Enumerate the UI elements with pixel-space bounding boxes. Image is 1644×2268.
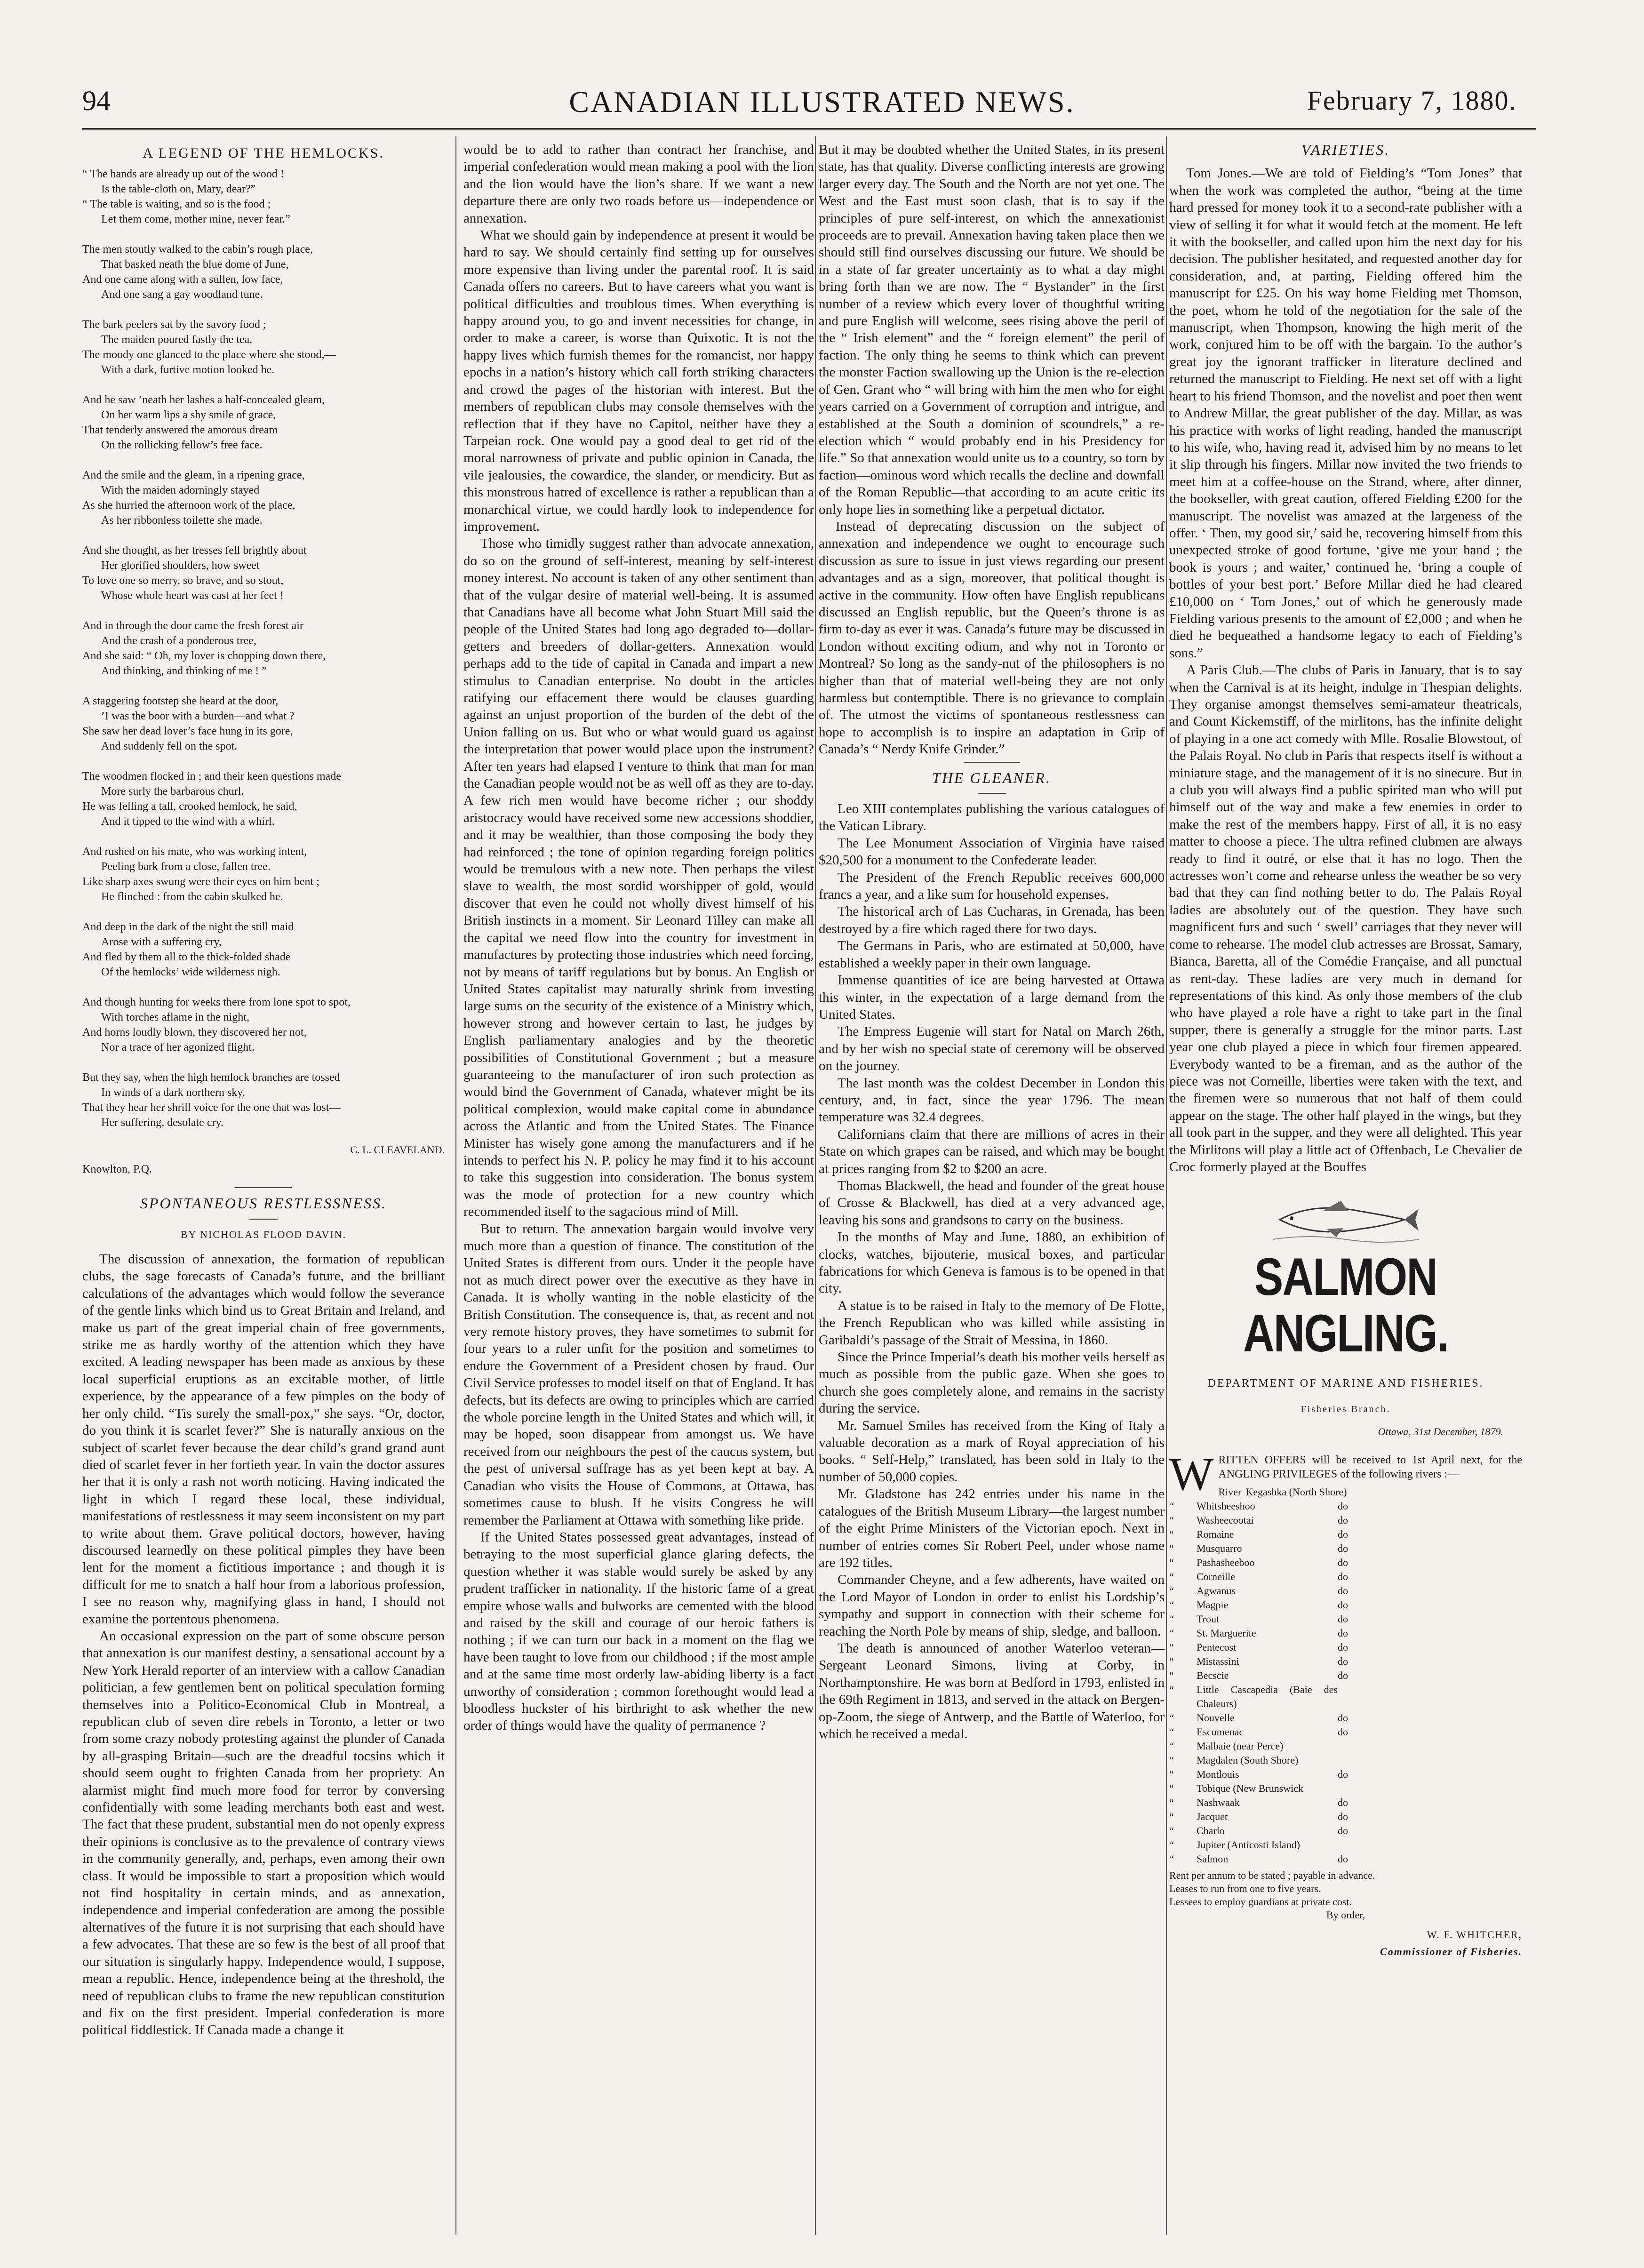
poem-line: To love one so merry, so brave, and so stout, bbox=[82, 575, 284, 587]
poem-line: The maiden poured fastly the tea. bbox=[101, 334, 253, 346]
river-name: Nashwaak bbox=[1197, 1796, 1240, 1808]
gleaner-item: The President of the French Republic receives 600,000 francs a year, and a like sum for household expenses. bbox=[819, 870, 1165, 902]
river-name: St. Marguerite bbox=[1197, 1627, 1256, 1639]
river-prefix: “ bbox=[1169, 1740, 1174, 1752]
varieties-paragraph: A Paris Club.—The clubs of Paris in January, that is to say when the Carnival is at its height, indulge in Thespian delights. They organise amongst themselves semi-amateur theatricals, and Count Kickemstiff, of the mirlitons, has the infinite delight of playing in a one act comedy with Mlle. Rosalie Blowstout, of the Palais Royal. No club in Paris that respects itself is without a miniature stage, and the management of it is no sinecure. But in a club you will always find a public spirited man who will put himself out of the way and make a few enemies in order to make the rest of the members happy. First of all, it is no easy matter to choose a piece. The ultra refined clubmen are always ready to find it outré, or else that it has no logo. Then the actresses won’t come and rehearse unless the weather be so very bad that they can find nothing better to do. The Palais Royal ladies are absolutely out of the question. They have such magnificent furs and such ‘ swell’ carriages that they never will come to rehearse. The model club actresses are Brossat, Samary, Bianca, Baretta, all of the Comédie Française, and all punctual as rent-day. These ladies are very much in demand for representations of this kind. As only those members of the club who have played a role have a right to take part in the final supper, there is generally a struggle for the minor parts. Last year one club played a piece in which four firemen appeared. Everybody wanted to be a fireman, and as the author of the piece was not Corneille, liberties were taken with the text, and the firemen were so numerous that not half of them could appear on the stage. The other half played in the wings, but they all took part in the supper, and they were all delighted. This year the Mirlitons will play a little act of Offenbach, Le Chevalier de Croc formerly played at the Bouffes bbox=[1169, 663, 1522, 1174]
river-row bbox=[1169, 1810, 1522, 1824]
poem-line: The woodmen flocked in ; and their keen questions made bbox=[82, 770, 341, 783]
poem-line: And it tipped to the wind with a whirl. bbox=[101, 815, 275, 828]
poem-line: And thinking, and thinking of me ! ” bbox=[101, 665, 267, 678]
poem-stanza bbox=[82, 468, 445, 528]
river-prefix: “ bbox=[1169, 1853, 1174, 1865]
river-prefix: “ bbox=[1169, 1754, 1174, 1766]
poem-line: The men stoutly walked to the cabin’s rough place, bbox=[82, 243, 313, 256]
river-row bbox=[1169, 1541, 1522, 1556]
ad-signatory: W. F. WHITCHER, bbox=[1427, 1928, 1522, 1941]
river-name: Kegashka (North Shore) bbox=[1245, 1485, 1347, 1498]
poem-line: As her ribbonless toilette she made. bbox=[101, 514, 263, 527]
poem-line: That they hear her shrill voice for the one that was lost— bbox=[82, 1102, 341, 1114]
river-prefix: “ bbox=[1169, 1598, 1174, 1611]
river-row bbox=[1169, 1683, 1522, 1711]
river-list bbox=[1169, 1485, 1522, 1866]
river-prefix: “ bbox=[1169, 1655, 1174, 1667]
poem-stanza bbox=[82, 995, 445, 1055]
river-row bbox=[1169, 1584, 1522, 1598]
poem-body bbox=[82, 167, 445, 1130]
ad-dateline: Ottawa, 31st December, 1879. bbox=[1378, 1426, 1503, 1438]
river-name: Salmon bbox=[1197, 1853, 1229, 1865]
poem-stanza bbox=[82, 167, 445, 227]
poem-line: Like sharp axes swung were their eyes on him bent ; bbox=[82, 876, 319, 888]
river-row bbox=[1169, 1824, 1522, 1838]
gleaner-title: THE GLEANER. bbox=[932, 769, 1051, 786]
river-name: Romaine bbox=[1197, 1528, 1234, 1540]
river-prefix: “ bbox=[1169, 1796, 1174, 1808]
column-3 bbox=[819, 141, 1165, 1742]
poem-author: C. L. CLEAVELAND. bbox=[350, 1144, 445, 1156]
essay-paragraph: Instead of deprecating discussion on the subject of annexation and independence we ought to encourage such discussion as sure to issue in just views regarding our present advantages and as a sign, moreover, that political thought is active in the community. How often have English republicans discussed an English republic, but the Queen’s throne is as firm to-day as ever it was. Canada’s future may be discussed in London without exciting odium, and why not in Toronto or Montreal? So long as the sandy-nut of the philosophers is no higher than that of material well-being they are not only harmless but contemptible. There is no grievance to complain of. The utmost the victims of spontaneous restlessness can hope to accomplish is to inspire an adaptation in Grip of Canada’s “ Nerdy Knife Grinder.” bbox=[819, 519, 1165, 757]
river-ditto: do bbox=[1338, 1514, 1348, 1526]
river-ditto: do bbox=[1338, 1570, 1348, 1582]
river-row bbox=[1169, 1612, 1522, 1626]
poem-line: And in through the door came the fresh forest air bbox=[82, 620, 303, 632]
salmon-illustration-icon bbox=[1270, 1192, 1421, 1244]
essay-paragraph: Those who timidly suggest rather than advocate annexation, do so on the ground of self-interest, meaning by self-interest money interest. No account is taken of any other sentiment than that of the vulgar desire of material well-being. It is assumed that Canadians have all become what John Stuart Mill said the people of the United States had long ago degraded to—dollar-getters and breeders of dollar-getters. Annexation would perhaps add to the tide of capital in Canada and impart a new stimulus to Canadian enterprise. No doubt in the articles ratifying our effacement there would be clauses guarding against an unjust proportion of the burden of the debt of the Union falling on us. But who or what would guard us against the interpretation that power would place upon the instrument? After ten years had elapsed I venture to think that man for man the Canadian people would not be as well off as they are to-day. A few rich men would have become richer ; our shoddy aristocracy would have received some new accessions shoddier, and it may be wealthier, than those composing the body they had reinforced ; the tone of opinion regarding foreign politics would be tremulous with a new note. Then perhaps the vilest slave to wealth, the most sordid worshipper of gold, would discover that even he could not wholly divest himself of his British instincts in a moment. Sir Leonard Tilley can make all the capital we need flow into the country for investment in manufactures by protecting those industries which need forcing, not by means of tariff regulations but by bonus. An English or United States capitalist may naturally shrink from investing large sums on the security of the existence of a Ministry which, however strong and however certain to last, he judges by English parliamentary analogies and by the theoretic possibilities of Constitutional Government ; but a measure guaranteeing to the manufacturer of iron such protection as would bind the Government of Canada, whatever might be its political complexion, would make capital come in abundance across the Atlantic and from the United States. The Finance Minister has wisely gone among the manufacturers and if he intends to perfect his N. P. policy he may find it to his account to take this suggestion into consideration. The bonus system was the mode of protection for a new country which recommended itself to the sagacious mind of Mill. bbox=[463, 536, 814, 1220]
river-prefix: “ bbox=[1169, 1584, 1174, 1597]
poem-line: With torches aflame in the night, bbox=[101, 1011, 249, 1024]
river-name: Whitsheeshoo bbox=[1197, 1500, 1255, 1512]
poem-stanza bbox=[82, 242, 445, 302]
column-divider bbox=[815, 136, 816, 2235]
poem-line: The moody one glanced to the place where she stood,— bbox=[82, 349, 336, 361]
gleaner-item: The Lee Monument Association of Virginia have raised $20,500 for a monument to the Confederate leader. bbox=[819, 835, 1165, 868]
river-ditto: do bbox=[1338, 1853, 1348, 1865]
poem-stanza bbox=[82, 919, 445, 980]
poem-line: And fled by them all to the thick-folded shade bbox=[82, 951, 291, 964]
river-ditto: do bbox=[1338, 1810, 1348, 1822]
gleaner-item: Leo XIII contemplates publishing the various catalogues of the Vatican Library. bbox=[819, 801, 1165, 834]
column-divider bbox=[455, 136, 456, 2235]
river-prefix: “ bbox=[1169, 1613, 1174, 1625]
separator bbox=[249, 1219, 278, 1220]
river-row bbox=[1169, 1725, 1522, 1739]
river-row bbox=[1169, 1711, 1522, 1725]
page-number: 94 bbox=[82, 85, 111, 116]
river-prefix: “ bbox=[1169, 1500, 1174, 1512]
river-prefix: “ bbox=[1169, 1542, 1174, 1554]
poem-line: Peeling bark from a close, fallen tree. bbox=[101, 861, 271, 873]
separator bbox=[978, 793, 1006, 794]
river-name: Charlo bbox=[1197, 1824, 1225, 1837]
river-prefix: “ bbox=[1169, 1824, 1174, 1837]
river-row bbox=[1169, 1796, 1522, 1810]
poem-line: Whose whole heart was cast at her feet ! bbox=[101, 590, 284, 602]
poem-line: The bark peelers sat by the savory food ; bbox=[82, 319, 266, 331]
poem-line: Her suffering, desolate cry. bbox=[101, 1117, 223, 1129]
poem-line: And he saw ’neath her lashes a half-concealed gleam, bbox=[82, 394, 325, 407]
gleaner-item: The Germans in Paris, who are estimated at 50,000, have established a weekly paper in their own language. bbox=[819, 938, 1165, 971]
poem-line: And she said: “ Oh, my lover is chopping down there, bbox=[82, 650, 326, 663]
poem-line: Her glorified shoulders, how sweet bbox=[101, 559, 260, 572]
river-ditto bbox=[1338, 1739, 1522, 1753]
poem-line: More surly the barbarous churl. bbox=[101, 785, 244, 798]
river-prefix: “ bbox=[1169, 1669, 1174, 1681]
gleaner-item: Commander Cheyne, and a few adherents, have waited on the Lord Mayor of London in order to enlist his Lordship’s sympathy and support in connection with their scheme for reaching the North Pole by means of ship, sledge, and balloon. bbox=[819, 1572, 1165, 1639]
essay-paragraph: An occasional expression on the part of some obscure person that annexation is our manifest destiny, a sensational account by a New York Herald reporter of an interview with a callow Canadian politician, a few gentlemen bent on political speculation forming themselves into a Politico-Economical Club in Montreal, a republican club of seven dire rebels in Toronto, a letter or two from some crazy nobody protesting against the plunder of Canada by all-grasping Britain—such are the dreadful tocsins which it should seem ought to frighten Canada from her propriety. An alarmist might find much more food for terror by conversing confidentially with some leading merchants both east and west. The fact that these prudent, substantial men do not openly express their opinions is conclusive as to the prevalence of contrary views in the community generally, and, perhaps, even among their own class. It would be impossible to start a proposition which would not find hospitality in certain minds, and as annexation, independence and imperial confederation are among the possible alternatives of the future it is not surprising that each should have a few advocates. That these are so few is the best of all proof that our situation is singularly happy. Independence would, I suppose, mean a republic. Hence, independence being at the threshold, the need of republican clubs to frame the new republican constitution and fix on the first president. Imperial confederation is more political fiddlestick. If Canada made a change it bbox=[82, 1628, 445, 2038]
poem-stanza bbox=[82, 392, 445, 453]
poem-stanza bbox=[82, 769, 445, 829]
river-row bbox=[1169, 1513, 1522, 1527]
river-prefix: “ bbox=[1169, 1838, 1174, 1851]
gleaner-item: Mr. Gladstone has 242 entries under his name in the catalogues of the British Museum Library—the largest number of the eight Prime Ministers of the Victorian epoch. Next in number of entries comes Sir Robert Peel, under whose name are 192 titles. bbox=[819, 1486, 1165, 1570]
river-ditto: do bbox=[1338, 1542, 1348, 1554]
gleaner-item: Immense quantities of ice are being harvested at Ottawa this winter, in the expectation of a large demand from the United States. bbox=[819, 973, 1165, 1022]
poem-line: Arose with a suffering cry, bbox=[101, 936, 222, 949]
river-ditto: do bbox=[1338, 1598, 1348, 1611]
river-name: Magpie bbox=[1197, 1598, 1229, 1611]
river-prefix: “ bbox=[1169, 1514, 1174, 1526]
poem-line: And one came along with a sullen, low face, bbox=[82, 273, 283, 286]
river-name: Becscie bbox=[1197, 1669, 1229, 1681]
river-name: Montlouis bbox=[1197, 1768, 1239, 1780]
poem-stanza bbox=[82, 618, 445, 679]
poem-line: And deep in the dark of the night the still maid bbox=[82, 921, 294, 934]
issue-date: February 7, 1880. bbox=[1307, 85, 1517, 116]
river-row bbox=[1218, 1485, 1522, 1499]
river-prefix: “ bbox=[1169, 1782, 1174, 1794]
river-ditto: do bbox=[1338, 1556, 1348, 1568]
river-ditto bbox=[1387, 1485, 1522, 1499]
poem-line: That tenderly answered the amorous dream bbox=[82, 424, 278, 437]
river-ditto: do bbox=[1338, 1725, 1348, 1738]
river-row bbox=[1169, 1640, 1522, 1654]
ad-headline: SALMON ANGLING. bbox=[1243, 1247, 1448, 1363]
river-row bbox=[1169, 1626, 1522, 1640]
ad-intro-text: RITTEN OFFERS will be received to 1st April next, for the ANGLING PRIVILEGES of the following rivers :— bbox=[1218, 1453, 1522, 1480]
river-prefix: “ bbox=[1169, 1711, 1174, 1724]
river-name: Corneille bbox=[1197, 1570, 1235, 1582]
poem-stanza bbox=[82, 1070, 445, 1130]
poem-line: With a dark, furtive motion looked he. bbox=[101, 364, 275, 376]
river-ditto: do bbox=[1338, 1669, 1348, 1681]
poem-line: And the smile and the gleam, in a ripening grace, bbox=[82, 469, 305, 482]
river-prefix: “ bbox=[1169, 1810, 1174, 1822]
drop-cap: W bbox=[1169, 1447, 1214, 1500]
gleaner-item: The Empress Eugenie will start for Natal on March 26th, and by her wish no special state of ceremony will be observed on the journey. bbox=[819, 1024, 1165, 1074]
poem-stanza bbox=[82, 844, 445, 904]
column-2 bbox=[463, 141, 814, 1734]
gleaner-item: Californians claim that there are millions of acres in their State on which grapes can be raised, and which may be bought at prices ranging from $2 to $200 an acre. bbox=[819, 1126, 1165, 1176]
poem-title: A LEGEND OF THE HEMLOCKS. bbox=[143, 145, 384, 161]
poem-line: He was felling a tall, crooked hemlock, he said, bbox=[82, 800, 297, 813]
header-rule bbox=[82, 128, 1536, 130]
gleaner-item: The death is announced of another Waterloo veteran—Sergeant Leonard Simons, living at Corby, in Northamptonshire. He was born at Bedford in 1793, enlisted in the 69th Regiment in 1813, and served in the attack on Bergen-op-Zoom, the siege of Antwerp, and the Battle of Waterloo, for which he received a medal. bbox=[819, 1640, 1165, 1741]
river-prefix: “ bbox=[1169, 1641, 1174, 1653]
poem-line: A staggering footstep she heard at the door, bbox=[82, 695, 279, 708]
gleaner-item: The last month was the coldest December in London this century, and, in fact, since the year 1796. The mean temperature was 32.4 degrees. bbox=[819, 1075, 1165, 1125]
poem-line: That basked neath the blue dome of June, bbox=[101, 258, 289, 271]
river-ditto: do bbox=[1338, 1824, 1348, 1837]
river-ditto: do bbox=[1338, 1500, 1348, 1512]
essay-paragraph: What we should gain by independence at present it would be hard to say. We should certainly find setting up for ourselves more expensive than living under the parental roof. It is said Canada offers no careers. But to have careers what you want is political difficulties and troublous times. When everything is happy around you, to go and invent necessities for change, in order to make a career, is worse than Quixotic. It is not the happy lives which furnish themes for the romancist, nor happy epochs in a nation’s history which call forth striking characters and crowd the pages of the historian with interest. But the members of republican clubs may console themselves with the reflection that if they have no Capitol, neither have they a Tarpeian rock. One would pay a good deal to get rid of the moral narrowness of private and public opinion in Canada, the vile jealousies, the cowardice, the slander, or mendicity. But as this monstrous hatred of excellence is rather a republican than a monarchical virtue, we could hardly look to independence for improvement. bbox=[463, 228, 814, 534]
poem-line: Of the hemlocks’ wide wilderness nigh. bbox=[101, 966, 280, 979]
river-prefix: “ bbox=[1169, 1556, 1174, 1568]
river-name: Agwanus bbox=[1197, 1584, 1236, 1597]
ad-term: Leases to run from one to five years. bbox=[1169, 1882, 1321, 1894]
column-4 bbox=[1169, 141, 1522, 1960]
river-name: Mistassini bbox=[1197, 1655, 1239, 1667]
ad-term: Lessees to employ guardians at private cost. bbox=[1169, 1895, 1352, 1908]
river-row bbox=[1169, 1838, 1522, 1852]
poem-line: And though hunting for weeks there from lone spot to spot, bbox=[82, 996, 351, 1009]
poem-line: On her warm lips a shy smile of grace, bbox=[101, 409, 276, 422]
poem-line: Nor a trace of her agonized flight. bbox=[101, 1041, 255, 1054]
river-row bbox=[1169, 1570, 1522, 1584]
poem-line: In winds of a dark northern sky, bbox=[101, 1086, 245, 1099]
essay-byline: BY NICHOLAS FLOOD DAVIN. bbox=[180, 1228, 347, 1240]
separator bbox=[964, 762, 1020, 763]
river-ditto: do bbox=[1338, 1768, 1348, 1780]
ad-by-order: By order, bbox=[1326, 1909, 1365, 1921]
poem-line: And rushed on his mate, who was working intent, bbox=[82, 846, 307, 858]
poem-line: She saw her dead lover’s face hung in its gore, bbox=[82, 725, 293, 738]
masthead: CANADIAN ILLUSTRATED NEWS. bbox=[569, 85, 1075, 119]
poem-stanza bbox=[82, 543, 445, 603]
ad-department: DEPARTMENT OF MARINE AND FISHERIES. bbox=[1207, 1377, 1484, 1390]
river-row bbox=[1169, 1654, 1522, 1669]
river-ditto: do bbox=[1338, 1584, 1348, 1597]
river-name: Malbaie (near Perce) bbox=[1197, 1740, 1284, 1752]
river-name: Jupiter (Anticosti Island) bbox=[1197, 1838, 1300, 1851]
essay-paragraph: The discussion of annexation, the formation of republican clubs, the sage forecasts of Canada’s future, and the brilliant calculations of the advantages which would follow the severance of the gentle links which bind us to Great Britain and Ireland, and make us part of the great imperial chain of free governments, strike me as hardly worthy of the attention which they have excited. A leading newspaper has been made as anxious by these local superficial eruptions as an excitable mother, of little experience, by the appearance of a few pimples on the body of her only child. “Tis surely the small-pox,” she says. “Or, doctor, do you think it is scarlet fever?” She is naturally anxious on the subject of scarlet fever because the dear child’s grand grand aunt died of scarlet fever in her fortieth year. In vain the doctor assures her that it is only a rash not worth noticing. Having indicated the light in which I regard these local, these individual, manifestations of restlessness it may seem inconsistent on my part to write about them. Grave political doctors, however, having discoursed learnedly on these political pimples they have been lent for the moment a fictitious importance ; and though it is difficult for me to snatch a half hour from a laborious profession, I see no reason why, magnifying glass in hand, I should not examine the portentous phenomena. bbox=[82, 1252, 445, 1627]
ad-branch: Fisheries Branch. bbox=[1301, 1404, 1391, 1414]
separator bbox=[235, 1187, 292, 1188]
river-row bbox=[1169, 1556, 1522, 1570]
river-row bbox=[1169, 1527, 1522, 1541]
river-prefix: River bbox=[1218, 1485, 1242, 1498]
varieties-title: VARIETIES. bbox=[1301, 141, 1390, 158]
river-name: Trout bbox=[1197, 1613, 1220, 1625]
poem-line: “ The hands are already up out of the wood ! bbox=[82, 168, 284, 181]
poem-stanza bbox=[82, 694, 445, 754]
poem-line: And she thought, as her tresses fell brightly about bbox=[82, 544, 307, 557]
ad-terms bbox=[1169, 1869, 1522, 1922]
river-row bbox=[1169, 1739, 1522, 1753]
river-name: Jacquet bbox=[1197, 1810, 1228, 1822]
river-row bbox=[1169, 1767, 1522, 1781]
river-ditto: do bbox=[1338, 1641, 1348, 1653]
poem-line: On the rollicking fellow’s free face. bbox=[101, 439, 263, 452]
gleaner-items bbox=[819, 800, 1165, 1742]
column-divider bbox=[1166, 136, 1167, 2235]
poem-line: ’I was the boor with a burden—and what ? bbox=[101, 710, 295, 723]
poem-line: As she hurried the afternoon work of the place, bbox=[82, 499, 295, 512]
essay-paragraph: would be to add to rather than contract her franchise, and imperial confederation would mean making a pool with the lion and the lion would have the lion’s share. If we want a new departure there are only two roads before us—independence or annexation. bbox=[463, 142, 814, 226]
poem-line: But they say, when the high hemlock branches are tossed bbox=[82, 1071, 340, 1084]
poem-line: “ The table is waiting, and so is the food ; bbox=[82, 198, 271, 211]
river-row bbox=[1169, 1669, 1522, 1683]
poem-line: Is the table-cloth on, Mary, dear?” bbox=[101, 183, 256, 196]
river-prefix: “ bbox=[1169, 1768, 1174, 1780]
ad-term: Rent per annum to be stated ; payable in advance. bbox=[1169, 1869, 1375, 1881]
ad-signoff bbox=[1169, 1926, 1522, 1961]
river-ditto bbox=[1338, 1781, 1522, 1796]
river-prefix: “ bbox=[1169, 1528, 1174, 1540]
river-prefix: “ bbox=[1169, 1570, 1174, 1582]
river-ditto: do bbox=[1338, 1627, 1348, 1639]
river-ditto: do bbox=[1338, 1528, 1348, 1540]
river-name: Escumenac bbox=[1197, 1725, 1244, 1738]
river-name: Tobique (New Brunswick bbox=[1197, 1782, 1303, 1794]
poem-place: Knowlton, P.Q. bbox=[82, 1163, 152, 1175]
essay-paragraph: But to return. The annexation bargain would involve very much more than a question of finance. The constitution of the United States is different from ours. Under it the people have not as much direct power over the executive as they have in Canada. It is wholly wanting in the noble elasticity of the British Constitution. The consequence is, that, as recent and not very remote history proves, they have sometimes to submit for four years to a ruler unfit for the position and sometimes to endure the Government of a President chosen by fraud. Our Civil Service professes to model itself on that of England. It has defects, but its defects are owing to principles which are carried the whole porcine length in the United States and which will, it may be hoped, soon disappear from amongst us. We have received from our neighbours the pest of the caucus system, but the pest of universal suffrage has as yet been kept at bay. A Canadian who visits the House of Commons, at Ottawa, has sometimes cause to blush. If he visits Congress he will remember the Parliament at Ottawa with something like pride. bbox=[463, 1221, 814, 1528]
river-name: Washeecootai bbox=[1197, 1514, 1254, 1526]
river-ditto bbox=[1338, 1838, 1522, 1852]
essay-paragraph: If the United States possessed great advantages, instead of betraying to the most superficial glance glaring defects, the question whether it was stable would surely be asked by any prudent trafficker in nationality. If the historic fame of a great empire whose walls and bulworks are cemented with the blood and raised by the skill and courage of our heroic fathers is nothing ; if we can turn our back in a moment on the flag we have been taught to love from our childhood ; if the most ample and at the same time most orderly law-abiding liberty is a fact unworthy of consideration ; common forethought would lead a bloodless huckster of his birthright to ask whether the new order of things would have the quality of permanence ? bbox=[463, 1529, 814, 1733]
river-row bbox=[1169, 1753, 1522, 1767]
poem-line: And the crash of a ponderous tree, bbox=[101, 635, 256, 647]
salmon-angling-advertisement bbox=[1169, 1192, 1522, 1960]
essay-paragraph: But it may be doubted whether the United States, in its present state, has that quality. Diverse conflicting interests are growing larger every day. The South and the North are not yet one. The West and the East must soon clash, that is to say if the principles of pure self-interest, on which the annexationist proceeds are to prevail. Annexation having taken place then we should still find ourselves discussing our future. We should be in a state of far greater uncertainty as to what a day might bring forth than we are now. The “ Bystander” in the first number of a review which every lover of thoughtful writing and pure English will welcome, sees rising above the peril of the “ Irish element” and the “ foreign element” the peril of faction. The only thing he seems to think which can prevent the monster Faction swallowing up the Union is the re-election of Gen. Grant who “ will bring with him the men who for eight years carried on a Government of corruption and intrigue, and established at the South a dominion of scoundrels,” a re-election which “ would probably end in his Presidency for life.” So that annexation would unite us to a country, so torn by faction—ominous word which recalls the decline and downfall of the Roman Republic—that according to an acute critic its only hope lies in something like a perpetual dictator. bbox=[819, 142, 1165, 517]
river-name: Pentecost bbox=[1197, 1641, 1237, 1653]
river-ditto: do bbox=[1338, 1711, 1348, 1724]
page-header bbox=[0, 0, 1644, 136]
river-ditto: do bbox=[1338, 1655, 1348, 1667]
poem-line: He flinched : from the cabin skulked he. bbox=[101, 891, 283, 903]
river-ditto: do bbox=[1338, 1613, 1348, 1625]
river-name: Musquarro bbox=[1197, 1542, 1242, 1554]
poem-line: Let them come, mother mine, never fear.” bbox=[101, 213, 290, 226]
river-name: Magdalen (South Shore) bbox=[1197, 1754, 1299, 1766]
poem-line: With the maiden adorningly stayed bbox=[101, 484, 260, 497]
river-ditto: do bbox=[1338, 1796, 1348, 1808]
gleaner-item: A statue is to be raised in Italy to the memory of De Flotte, the French Republican who was killed while assisting in Garibaldi’s passage of the Strait of Messina, in 1860. bbox=[819, 1298, 1165, 1348]
gleaner-item: The historical arch of Las Cucharas, in Grenada, has been destroyed by a fire which raged there for two days. bbox=[819, 904, 1165, 936]
essay-title: SPONTANEOUS RESTLESSNESS. bbox=[140, 1195, 387, 1212]
river-row bbox=[1169, 1852, 1522, 1866]
column-1 bbox=[82, 141, 445, 2039]
ad-signatory-title: Commissioner of Fisheries. bbox=[1380, 1946, 1522, 1957]
gleaner-item: Since the Prince Imperial’s death his mother veils herself as much as possible from the public gaze. When she goes to church she goes completely alone, and remains in the sacristy during the service. bbox=[819, 1350, 1165, 1416]
river-row bbox=[1169, 1598, 1522, 1612]
poem-stanza bbox=[82, 317, 445, 377]
river-row bbox=[1169, 1499, 1522, 1513]
gleaner-item: In the months of May and June, 1880, an exhibition of clocks, watches, bijouterie, musical boxes, and particular fabrications for which Geneva is famous is to be opened in that city. bbox=[819, 1230, 1165, 1296]
gleaner-item: Thomas Blackwell, the head and founder of the great house of Crosse & Blackwell, has died at a very advanced age, leaving his sons and grandsons to carry on the business. bbox=[819, 1178, 1165, 1228]
gleaner-item: Mr. Samuel Smiles has received from the King of Italy a valuable decoration as a mark of Royal appreciation of his books. “ Self-Help,” translated, has been sold in Italy to the number of 50,000 copies. bbox=[819, 1418, 1165, 1485]
river-prefix: “ bbox=[1169, 1627, 1174, 1639]
river-name: Nouvelle bbox=[1197, 1711, 1235, 1724]
poem-line: And horns loudly blown, they discovered her not, bbox=[82, 1026, 307, 1039]
varieties-paragraph: Tom Jones.—We are told of Fielding’s “Tom Jones” that when the work was completed the author, “being at the time hard pressed for money took it to a second-rate publisher with a view of selling it for what it would fetch at the moment. He left it with the bookseller, and called upon him the next day for his decision. The publisher hesitated, and requested another day for consideration, and, at parting, Fielding offered him the manuscript for £25. On his way home Fielding met Thomson, the poet, whom he told of the negotiation for the sale of the manuscript, when Thompson, knowing the high merit of the work, conjured him to be off with the bargain. To the author’s great joy the ignorant trafficker in literature declined and returned the manuscript to Fielding. He next set off with a light heart to his friend Thomson, and the novelist and poet then went to Andrew Millar, the great publisher of the day. Millar, as was his practice with works of light reading, handed the manuscript to his wife, who, having read it, advised him by no means to let it slip through his fingers. Millar now invited the two friends to meet him at a coffee-house on the Strand, where, after dinner, the bookseller, with great caution, offered Fielding £200 for the manuscript. The novelist was amazed at the largeness of the offer. ‘ Then, my good sir,’ said he, recovering himself from this unexpected stroke of good fortune, ‘give me your hand ; the book is yours ; and waiter,’ continued he, ‘bring a couple of bottles of your best port.’ Before Millar died he had cleared £10,000 on ‘ Tom Jones,’ out of which he generously made Fielding various presents to the amount of £2,000 ; and when he died he bequeathed a handsome legacy to each of Fielding’s sons.” bbox=[1169, 166, 1522, 661]
poem-line: And one sang a gay woodland tune. bbox=[101, 288, 263, 301]
river-ditto bbox=[1338, 1683, 1522, 1711]
river-ditto bbox=[1338, 1753, 1522, 1767]
river-name: Pashasheeboo bbox=[1197, 1556, 1255, 1568]
river-prefix: “ bbox=[1169, 1725, 1174, 1738]
poem-line: And suddenly fell on the spot. bbox=[101, 740, 238, 753]
river-name: Little Cascapedia (Baie des Chaleurs) bbox=[1197, 1683, 1338, 1709]
river-prefix: “ bbox=[1169, 1683, 1174, 1695]
river-row bbox=[1169, 1781, 1522, 1796]
